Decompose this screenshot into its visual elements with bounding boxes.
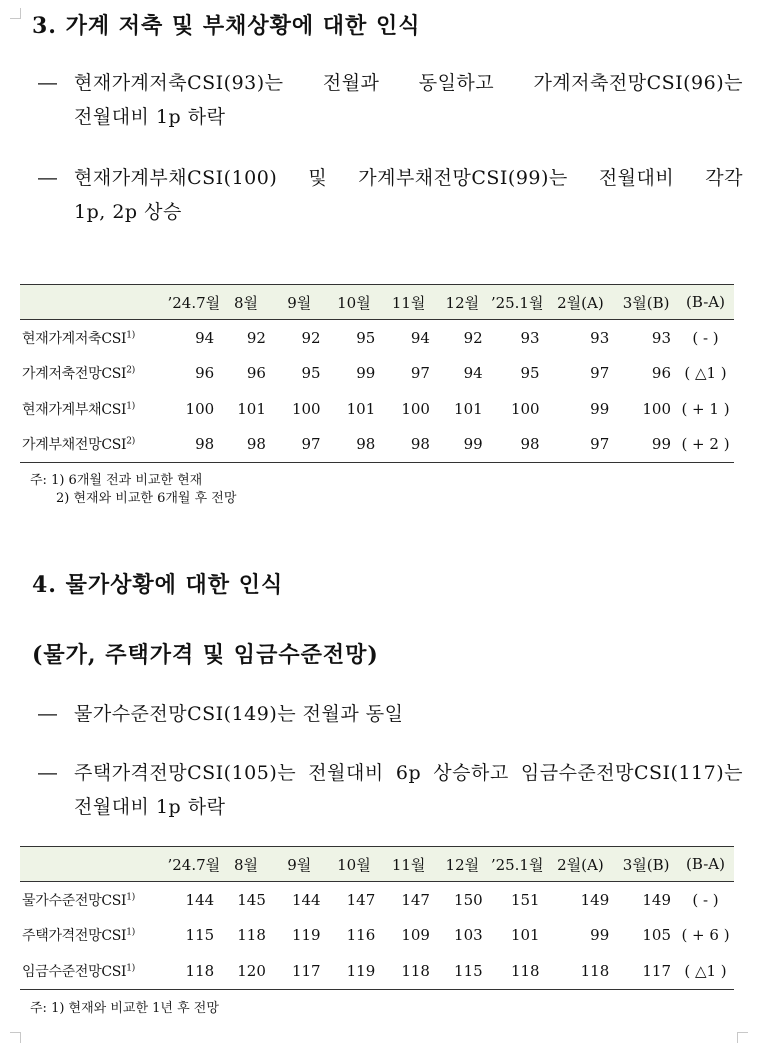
bullet-line: 1p, 2p 상승 (74, 201, 182, 223)
row-label: 물가수준전망CSI$^{1)}$ (22, 892, 135, 909)
cell-value: 100 (510, 399, 540, 418)
page-corner-mark (10, 8, 21, 19)
section4-bullet-2 (38, 756, 743, 824)
cell-value: 103 (454, 926, 483, 945)
cell-diff: ( + 1 ) (681, 399, 730, 418)
column-header: 9월 (272, 285, 327, 320)
bullet-dash: ― (38, 72, 57, 94)
row-label: 임금수준전망CSI$^{1)}$ (22, 963, 135, 980)
cell-value: 96 (651, 364, 672, 383)
cell-value: 118 (580, 961, 610, 980)
column-header: 12월 (436, 847, 489, 882)
cell-value: 149 (642, 890, 672, 909)
row-label: 가계부채전망CSI$^{2)}$ (22, 436, 135, 454)
table-row (20, 427, 734, 463)
row-label: 현재가계저축CSI$^{1)}$ (22, 330, 135, 347)
cell-value: 118 (185, 961, 215, 980)
bullet-line: 전월대비 1p 하락 (74, 796, 226, 818)
table-row (20, 882, 734, 918)
cell-value: 101 (454, 399, 483, 418)
cell-value: 99 (651, 435, 672, 454)
cell-value: 118 (401, 961, 430, 980)
column-header: (B-A) (677, 847, 734, 882)
cell-value: 101 (237, 399, 266, 418)
cell-value: 92 (463, 328, 483, 347)
cell-value: 92 (301, 328, 321, 347)
cell-value: 101 (510, 926, 540, 945)
price-expectation-table (20, 846, 734, 990)
cell-diff: ( △1 ) (684, 364, 727, 383)
cell-value: 118 (510, 961, 540, 980)
cell-value: 93 (651, 328, 672, 347)
section3-heading: 3. 가계 저축 및 부채상황에 대한 인식 (32, 13, 421, 39)
cell-value: 100 (291, 399, 321, 418)
cell-value: 100 (642, 399, 672, 418)
column-header: 8월 (220, 285, 272, 320)
bullet-dash: ― (38, 167, 57, 189)
bullet-line: 현재가계저축CSI(93)는 전월과 동일하고 가계저축전망CSI(96)는 (74, 72, 743, 94)
column-header: 3월(B) (615, 285, 677, 320)
cell-value: 98 (410, 435, 430, 454)
column-header: ’24.7월 (168, 285, 221, 320)
cell-value: 96 (195, 364, 215, 383)
cell-value: 97 (590, 435, 610, 454)
cell-value: 101 (346, 399, 376, 418)
column-header: 2월(A) (546, 285, 616, 320)
column-header (20, 285, 168, 320)
bullet-dash: ― (38, 703, 57, 725)
cell-value: 98 (195, 435, 215, 454)
table-note: 2) 현재와 비교한 6개월 후 전망 (56, 491, 237, 506)
cell-value: 145 (237, 890, 266, 909)
table-row (20, 356, 734, 392)
cell-value: 93 (590, 328, 610, 347)
cell-value: 120 (237, 961, 266, 980)
row-label: 주택가격전망CSI$^{1)}$ (22, 927, 135, 945)
column-header: ’25.1월 (489, 847, 546, 882)
table-note: 주: 1) 현재와 비교한 1년 후 전망 (30, 1001, 219, 1016)
bullet-line: 현재가계부채CSI(100) 및 가계부채전망CSI(99)는 전월대비 각각 (74, 167, 743, 189)
cell-value: 119 (291, 926, 321, 945)
cell-diff: ( + 2 ) (681, 435, 730, 454)
cell-value: 115 (454, 961, 483, 980)
column-header: 3월(B) (615, 847, 677, 882)
cell-value: 151 (510, 890, 540, 909)
column-header (20, 847, 168, 882)
cell-value: 147 (346, 890, 376, 909)
bullet-line: 주택가격전망CSI(105)는 전월대비 6p 상승하고 임금수준전망CSI(117)는 (74, 762, 743, 784)
table-header-row (20, 285, 734, 320)
table-row (20, 918, 734, 954)
section4-table-notes (30, 1000, 219, 1018)
table-note: 주: 1) 6개월 전과 비교한 현재 (30, 473, 203, 488)
cell-diff: ( + 6 ) (681, 926, 730, 945)
bullet-line: 전월대비 1p 하락 (74, 106, 226, 128)
row-label: 가계저축전망CSI$^{2)}$ (22, 365, 135, 383)
cell-value: 109 (401, 926, 430, 945)
cell-value: 95 (520, 364, 540, 383)
column-header: 12월 (436, 285, 489, 320)
cell-value: 95 (301, 364, 321, 383)
cell-value: 117 (291, 961, 321, 980)
column-header: ’25.1월 (489, 285, 546, 320)
cell-value: 99 (590, 926, 610, 945)
cell-value: 147 (401, 890, 430, 909)
table-row (20, 391, 734, 427)
column-header: 11월 (381, 285, 436, 320)
cell-value: 150 (454, 890, 483, 909)
cell-value: 118 (237, 926, 266, 945)
cell-value: 98 (356, 435, 376, 454)
cell-value: 97 (301, 435, 321, 454)
cell-value: 94 (195, 328, 215, 347)
cell-value: 94 (463, 364, 483, 383)
page-corner-mark (737, 1032, 748, 1043)
cell-value: 98 (246, 435, 266, 454)
cell-value: 144 (185, 890, 215, 909)
column-header: 2월(A) (546, 847, 616, 882)
column-header: 9월 (272, 847, 327, 882)
cell-value: 99 (356, 364, 376, 383)
column-header: (B-A) (677, 285, 734, 320)
cell-value: 119 (346, 961, 376, 980)
cell-diff: ( - ) (692, 328, 719, 347)
cell-diff: ( - ) (692, 890, 719, 909)
section3-bullet-2 (38, 161, 743, 229)
table-row (20, 953, 734, 989)
table-row (20, 320, 734, 356)
column-header: 10월 (327, 285, 382, 320)
section4-heading: 4. 물가상황에 대한 인식 (32, 572, 284, 598)
cell-diff: ( △1 ) (684, 961, 727, 980)
section3-bullet-1 (38, 66, 743, 134)
cell-value: 100 (401, 399, 430, 418)
bullet-dash: ― (38, 762, 57, 784)
household-savings-debt-table (20, 284, 734, 463)
cell-value: 96 (246, 364, 266, 383)
row-label: 현재가계부채CSI$^{1)}$ (22, 401, 135, 418)
section4-subheading: (물가, 주택가격 및 임금수준전망) (32, 642, 379, 668)
bullet-line: 물가수준전망CSI(149)는 전월과 동일 (74, 703, 404, 725)
cell-value: 94 (410, 328, 430, 347)
cell-value: 95 (356, 328, 376, 347)
cell-value: 99 (463, 435, 483, 454)
cell-value: 117 (642, 961, 672, 980)
column-header: ’24.7월 (168, 847, 221, 882)
column-header: 8월 (220, 847, 272, 882)
cell-value: 92 (246, 328, 266, 347)
column-header: 11월 (381, 847, 436, 882)
cell-value: 115 (185, 926, 215, 945)
page-corner-mark (10, 1032, 21, 1043)
cell-value: 100 (185, 399, 215, 418)
cell-value: 105 (642, 926, 672, 945)
section4-bullet-1 (38, 697, 743, 731)
cell-value: 144 (291, 890, 321, 909)
cell-value: 97 (590, 364, 610, 383)
cell-value: 149 (580, 890, 610, 909)
cell-value: 116 (346, 926, 376, 945)
cell-value: 97 (410, 364, 430, 383)
cell-value: 98 (520, 435, 540, 454)
table-header-row (20, 847, 734, 882)
section3-table-notes (30, 472, 236, 508)
cell-value: 93 (520, 328, 540, 347)
cell-value: 99 (590, 399, 610, 418)
column-header: 10월 (327, 847, 382, 882)
